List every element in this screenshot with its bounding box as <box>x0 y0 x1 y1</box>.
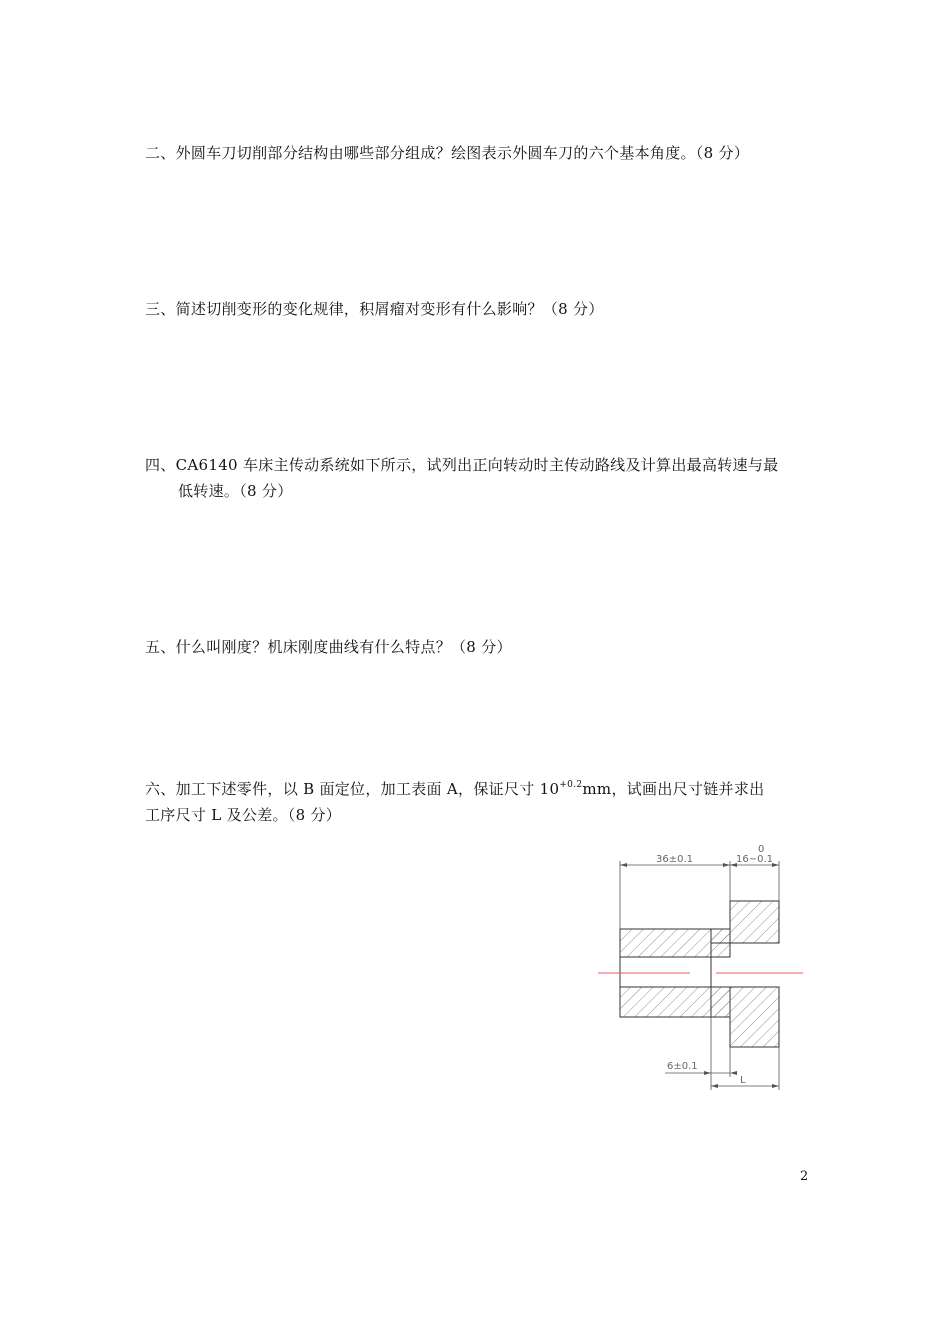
dim-36 <box>620 854 730 867</box>
question-2 <box>145 140 749 166</box>
dim-6-label: 6±0.1 <box>667 1061 698 1072</box>
question-2-text: 二、外圆车刀切削部分结构由哪些部分组成？绘图表示外圆车刀的六个基本角度。（8 分） <box>145 144 750 162</box>
question-6-tolerance: +0.2 <box>559 780 583 790</box>
question-4-line2: 低转速。（8 分） <box>178 482 293 500</box>
question-4-line1: 四、CA6140 车床主传动系统如下所示，试列出正向转动时主传动路线及计算出最高转速与最 <box>145 456 779 474</box>
question-6-line2: 工序尺寸 L 及公差。（8 分） <box>145 806 342 824</box>
part-drawing <box>590 835 820 1095</box>
dim-16-sup-label: 0 <box>758 844 765 855</box>
question-4 <box>145 452 778 504</box>
question-6 <box>145 772 764 828</box>
dim-L <box>711 1075 779 1088</box>
upper-flange-section <box>711 901 779 943</box>
question-6-text-part2: mm，试画出尺寸链并求出 <box>582 780 765 798</box>
question-3-text: 三、简述切削变形的变化规律，积屑瘤对变形有什么影响？（8 分） <box>145 300 604 318</box>
question-6-text-part1: 六、加工下述零件，以 B 面定位，加工表面 A，保证尺寸 10 <box>145 780 560 798</box>
question-5 <box>145 634 512 660</box>
dim-36-label: 36±0.1 <box>656 854 694 865</box>
lower-flange-section <box>711 987 779 1047</box>
page-number: 2 <box>800 1169 809 1184</box>
dim-6 <box>665 1061 737 1075</box>
dim-16-label: 16−0.1 <box>736 854 774 865</box>
question-5-text: 五、什么叫刚度？机床刚度曲线有什么特点？（8 分） <box>145 638 512 656</box>
dim-L-label: L <box>740 1075 746 1086</box>
question-3 <box>145 296 604 322</box>
dim-16 <box>730 844 779 867</box>
